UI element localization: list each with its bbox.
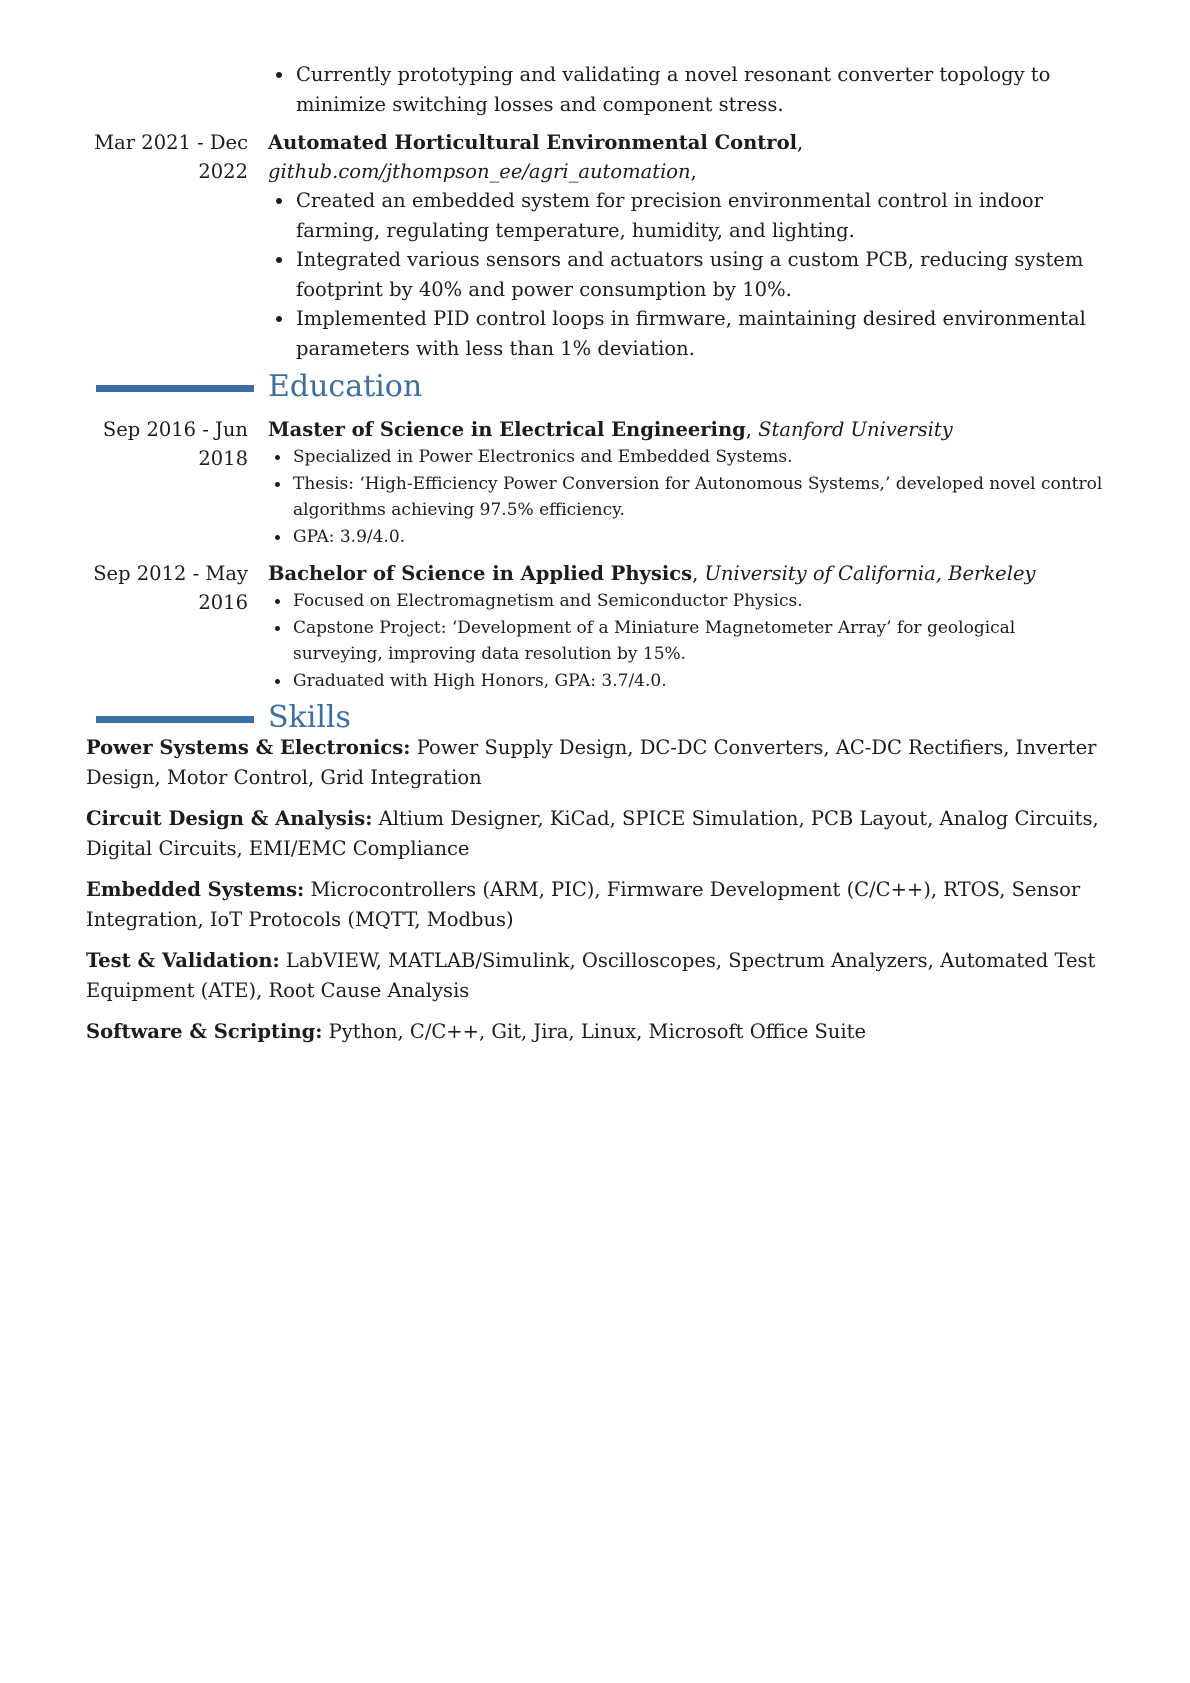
list-item: Thesis: ‘High-Efficiency Power Conversion for Autonomous Systems,’ developed novel control algorithms achieving 97.5% efficiency. xyxy=(268,471,1108,524)
previous-project-bullets xyxy=(268,60,1108,119)
skill-value: Altium Designer, KiCad, SPICE Simulation, PCB Layout, Analog Circuits, Digital Circuits, EMI/EMC Compliance xyxy=(86,807,1099,860)
bullet-icon xyxy=(275,626,280,631)
education-bullets xyxy=(268,444,1108,550)
education-entry-title: Bachelor of Science in Applied Physics, University of California, Berkeley xyxy=(268,562,1036,585)
school-name: Stanford University xyxy=(758,418,953,441)
skill-value: LabVIEW, MATLAB/Simulink, Oscilloscopes, Spectrum Analyzers, Automated Test Equipment (ATE), Root Cause Analysis xyxy=(86,949,1096,1002)
list-item: Focused on Electromagnetism and Semiconductor Physics. xyxy=(268,588,1108,615)
degree-name: Bachelor of Science in Applied Physics xyxy=(268,562,693,585)
education-date: Sep 2016 - Jun 2018 xyxy=(102,418,248,470)
skill-label: Power Systems & Electronics: xyxy=(86,736,411,759)
skill-row xyxy=(86,1017,1116,1047)
bullet-icon xyxy=(276,316,282,322)
bullet-icon xyxy=(275,482,280,487)
bullet-icon xyxy=(275,599,280,604)
bullet-icon xyxy=(276,257,282,263)
skill-value: Python, C/C++, Git, Jira, Linux, Microsoft Office Suite xyxy=(328,1020,866,1043)
education-bullets xyxy=(268,588,1108,694)
skill-label: Circuit Design & Analysis: xyxy=(86,807,373,830)
degree-name: Master of Science in Electrical Engineering xyxy=(268,418,746,441)
bullet-icon xyxy=(275,535,280,540)
list-item: Specialized in Power Electronics and Embedded Systems. xyxy=(268,444,1108,471)
skill-value: Microcontrollers (ARM, PIC), Firmware Development (C/C++), RTOS, Sensor Integration, IoT Protocols (MQTT, Modbus) xyxy=(86,878,1081,931)
education-entry-title: Master of Science in Electrical Engineering, Stanford University xyxy=(268,418,953,441)
skill-label: Embedded Systems: xyxy=(86,878,305,901)
list-item: Currently prototyping and validating a novel resonant converter topology to minimize switching losses and component stress. xyxy=(268,60,1108,119)
project-title: Automated Horticultural Environmental Control, github.com/jthompson_ee/agri_automation, xyxy=(268,131,804,183)
bullet-icon xyxy=(275,455,280,460)
bullet-icon xyxy=(275,679,280,684)
skill-label: Software & Scripting: xyxy=(86,1020,323,1043)
skill-row xyxy=(86,733,1116,792)
project-name: Automated Horticultural Environmental Control xyxy=(268,131,797,154)
skill-row xyxy=(86,804,1116,863)
list-item: Created an embedded system for precision environmental control in indoor farming, regulating temperature, humidity, and lighting. xyxy=(268,186,1108,245)
school-name: University of California, Berkeley xyxy=(704,562,1036,585)
skill-row xyxy=(86,875,1116,934)
education-heading: Education xyxy=(268,369,423,404)
project-link[interactable]: github.com/jthompson_ee/agri_automation xyxy=(268,160,691,183)
skill-value: Power Supply Design, DC-DC Converters, AC-DC Rectifiers, Inverter Design, Motor Control, Grid Integration xyxy=(86,736,1097,789)
education-date: Sep 2012 - May 2016 xyxy=(93,562,248,614)
skill-row xyxy=(86,946,1116,1005)
bullet-icon xyxy=(276,198,282,204)
skills-heading: Skills xyxy=(268,700,351,735)
list-item: GPA: 3.9/4.0. xyxy=(268,524,1108,551)
list-item: Capstone Project: ‘Development of a Miniature Magnetometer Array’ for geological surveying, improving data resolution by 15%. xyxy=(268,615,1108,668)
education-section-bar xyxy=(96,385,254,392)
project-date: Mar 2021 - Dec 2022 xyxy=(94,131,248,183)
list-item: Implemented PID control loops in firmware, maintaining desired environmental parameters with less than 1% deviation. xyxy=(268,304,1108,363)
bullet-icon xyxy=(276,72,282,78)
project-bullets xyxy=(268,186,1108,363)
skill-label: Test & Validation: xyxy=(86,949,280,972)
skills-section-bar xyxy=(96,716,254,723)
list-item: Graduated with High Honors, GPA: 3.7/4.0. xyxy=(268,668,1108,695)
list-item: Integrated various sensors and actuators using a custom PCB, reducing system footprint by 40% and power consumption by 10%. xyxy=(268,245,1108,304)
